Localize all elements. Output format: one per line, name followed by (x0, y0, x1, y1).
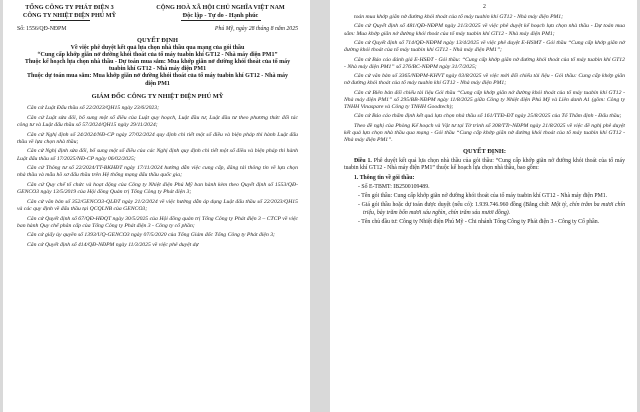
legal-basis-paragraph: Theo đề nghị của Phòng Kế hoạch và Vật tư tại Tờ trình số 308/TTr-NĐPM ngày 21/8/2025 về việc đề nghị phê duyệt kết quả lựa chọn nhà thầu qua mạng - Gói thầu “Cung cấp khớp giãn nở đường khói thoát của tổ máy tuabin khí GT12 - Nhà máy điện PM1”. (344, 122, 625, 144)
legal-basis-paragraph: Căn cứ Quyết định số 481/QĐ-NĐPM ngày 21/3/2025 về việc phê duyệt kế hoạch lựa chọn nhà thầu - Dự toán mua sắm: Mua khớp giãn nở đường khói thoát của tổ máy tuabin khí GT12 - Nhà máy điện PM1; (344, 23, 625, 37)
subject-line-2: “Cung cấp khớp giãn nở đường khói thoát của tổ máy tuabin khí GT12 - Nhà máy điện PM1” (37, 51, 278, 58)
legal-basis-paragraph: Căn cứ Quy chế tổ chức và hoạt động của Công ty Nhiệt điện Phú Mỹ ban hành kèm theo Quyết định số 1553/QĐ-GENCO3 ngày 13/5/2019 của Hội đồng Quản trị Tổng Công ty Phát điện 3; (17, 182, 298, 196)
legal-basis-paragraph: Căn cứ Báo cáo đánh giá E-HSĐT - Gói thầu: “Cung cấp khớp giãn nở đường khói thoát của tổ máy tuabin khí GT12 - Nhà máy điện PM1” số 276/BC-NĐPM ngày 31/7/2025; (344, 56, 625, 70)
package-info-text: Giá gói thầu hoặc dự toán được duyệt (nếu có): 1.939.746.960 đồng (Bằng chữ: (361, 202, 552, 209)
legal-basis-paragraph: Căn cứ Luật sửa đổi, bổ sung một số điều của Luật quy hoạch, Luật đầu tư, Luật đầu tư theo phương thức đối tác công tư và Luật đấu thầu số 57/2024/QH15 ngày 29/11/2024; (17, 114, 298, 128)
national-title: CỘNG HOÀ XÃ HỘI CHỦ NGHĨA VIỆT NAM (156, 4, 285, 11)
national-motto: Độc lập - Tự do - Hạnh phúc (182, 11, 259, 19)
package-info-item (358, 202, 625, 216)
page-number: 2 (483, 4, 486, 10)
article-1 (344, 158, 625, 172)
legal-basis-paragraph: Căn cứ Báo cáo thẩm định kết quả lựa chọn nhà thầu số 161/TTĐ-ĐT ngày 25/8/2025 của Tổ Thẩm định - Đấu thầu; (354, 113, 622, 120)
document-page-1 (3, 0, 310, 412)
issuer-parent: TỔNG CÔNG TY PHÁT ĐIỆN 3 (25, 4, 114, 11)
document-number: Số: 1556/QĐ-NĐPM (17, 26, 67, 33)
legal-basis-paragraph: Căn cứ Quyết định số 67/QĐ-HĐQT ngày 30/5/2025 của Hội đồng quản trị Tổng Công ty Phát điện 3 – CTCP về việc ban hành Quy chế phân cấp của Tổng Công ty Phát điện 3 - Công ty cổ phần; (17, 215, 298, 229)
issuer-block (17, 4, 122, 21)
document-page-2 (330, 0, 637, 412)
article-1-text: Phê duyệt kết quả lựa chọn nhà thầu của gói thầu: “Cung cấp khớp giãn nở đường khói thoát của tổ máy tuabin khí GT12 - Nhà máy điện PM1” thuộc kế hoạch lựa chọn nhà thầu, bao gồm: (344, 158, 625, 172)
legal-basis-paragraph: Căn cứ văn bản số 3365/NĐPM-KHVT ngày 03/8/2025 về việc mời đối chiếu tài liệu - Gói thầu: Cung cấp khớp giãn nở đường khói thoát của tổ máy tuabin khí GT12 - Nhà máy điện PM1; (344, 73, 625, 87)
legal-basis-paragraph: Căn cứ Thông tư số 22/2024/TT-BKHĐT ngày 17/11/2024 hướng dẫn việc cung cấp, đăng tải thông tin về lựa chọn nhà thầu và mẫu hồ sơ đấu thầu trên Hệ thống mạng đấu thầu quốc gia; (17, 165, 298, 179)
section-package-info: 1. Thông tin về gói thầu: (354, 174, 415, 181)
legal-basis-paragraph: toán mua khớp giãn nở đường khói thoát của tổ máy tuabin khí GT12 - Nhà máy điện PM1; (354, 14, 564, 20)
national-motto-block (143, 4, 298, 21)
document-title: QUYẾT ĐỊNH (137, 37, 178, 45)
motto-underline (181, 20, 261, 21)
package-info-note: Một tỷ, chín trăm ba mươi chín triệu, bảy trăm bốn mươi sáu nghìn, chín trăm sáu mươi đồng). (363, 202, 625, 216)
article-1-label: Điều 1. (354, 158, 372, 165)
authority-heading: GIÁM ĐỐC CÔNG TY NHIỆT ĐIỆN PHÚ MỸ (91, 92, 224, 100)
package-info-item (358, 184, 625, 191)
issuer-name: CÔNG TY NHIỆT ĐIỆN PHÚ MỸ (22, 11, 117, 19)
legal-basis-paragraph: Căn cứ Quyết định số 414/QĐ-NĐPM ngày 11/3/2025 về việc phê duyệt dự (27, 242, 199, 249)
legal-basis-list (17, 105, 298, 249)
issuer-underline (50, 20, 90, 21)
package-info-text: Số E-TBMT: IB2500109489. (361, 183, 430, 190)
package-info-text: Tên gói thầu: Cung cấp khớp giãn nở đường khói thoát của tổ máy tuabin khí GT12 - Nhà máy điện PM1. (361, 193, 608, 200)
package-info-item (358, 193, 625, 200)
legal-basis-paragraph: Căn cứ giấy ủy quyền số 1393/UQ-GENCO3 ngày 07/5/2020 của Tổng Giám đốc Tổng Công ty Phát điện 3; (27, 232, 275, 239)
legal-basis-paragraph: Căn cứ Quyết định số 714/QĐ-NĐPM ngày 13/4/2025 về việc phê duyệt E-HSMT - Gói thầu “Cung cấp khớp giãn nở đường khói thoát của tổ máy tuabin khí GT12 - Nhà máy điện PM1”; (344, 40, 625, 54)
document-header (17, 4, 298, 21)
subject-line-1: Về việc phê duyệt kết quả lựa chọn nhà thầu qua mạng của gói thầu (70, 44, 245, 51)
reference-row (17, 26, 298, 33)
document-date: Phú Mỹ, ngày 28 tháng 8 năm 2025 (214, 26, 298, 33)
legal-basis-paragraph: Căn cứ Nghị định số 24/2024/NĐ-CP ngày 27/02/2024 quy định chi tiết một số điều và biện pháp thi hành Luật đấu thầu về lựa chọn nhà thầu; (17, 131, 298, 145)
legal-basis-paragraph: Căn cứ Nghị định sửa đổi, bổ sung một số điều của các Nghị định quy định chi tiết một số điều và biện pháp thi hành Luật đấu thầu số 17/2025/NĐ-CP ngày 06/02/2025; (17, 148, 298, 162)
legal-basis-paragraph: Căn cứ Luật Đấu thầu số 22/2023/QH15 ngày 23/6/2023; (27, 105, 160, 112)
package-info-item (358, 219, 625, 226)
legal-basis-paragraph: Căn cứ văn bản số 352/GENCO3-QLĐT ngày 21/2/2024 về việc hướng dẫn áp dụng Luật đấu thầu số 22/2023/QH15 và các quy định về đấu thầu tại QCQLNB của GENCO3; (17, 198, 298, 212)
package-info-text: Tên chủ đầu tư: Công ty Nhiệt điện Phú Mỹ - Chi nhánh Tổng Công ty Phát điện 3 - Công ty Cổ phần. (361, 218, 600, 225)
subject-line-3: Thuộc kế hoạch lựa chọn nhà thầu - Dự toán mua sắm: Mua khớp giãn nở đường khói thoát của tổ máy tuabin khí GT12 - Nhà máy điện PM1 (24, 59, 291, 73)
decision-heading: QUYẾT ĐỊNH: (462, 148, 507, 156)
subject-line-4: Thuộc dự toán mua sắm: Mua khớp giãn nở đường khói thoát của tổ máy tuabin khí GT12 - Nhà máy điện PM1 (27, 73, 288, 87)
legal-basis-paragraph: Căn cứ Biên bản đối chiếu tài liệu Gói thầu “Cung cấp khớp giãn nở đường khói thoát của tổ máy tuabin khí GT12 - Nhà máy điện PM1” số 295/BB-NĐPM ngày 11/8/2025 giữa Công ty Nhiệt điện Phú Mỹ và Liên danh A1 (gồm: Công ty TNHH Vinaspare và Công ty TNHH Goodtech); (344, 89, 625, 110)
